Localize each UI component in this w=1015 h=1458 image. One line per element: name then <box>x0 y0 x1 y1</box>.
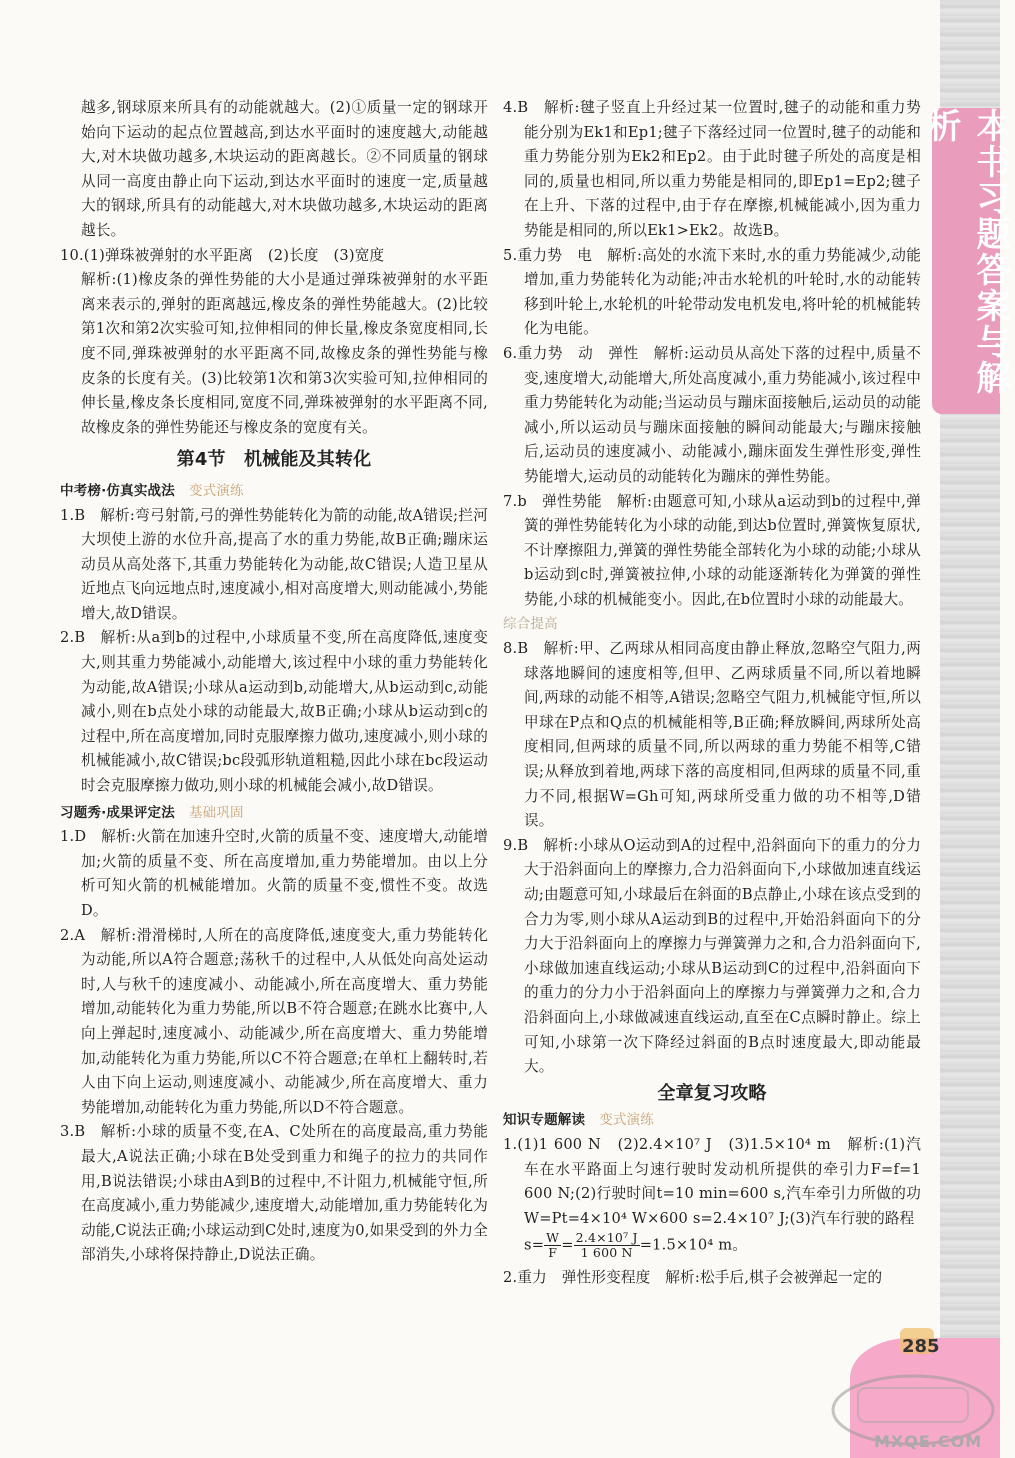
fraction-denominator: F <box>548 1245 558 1261</box>
answer-item: 7.b 弹性势能 解析:由题意可知,小球从a运动到b的过程中,弹簧的弹性势能转化为小球的动能,到达b位置时,弹簧恢复原状,不计摩擦阻力,弹簧的弹性势能全部转化为小球的动能;小球从b运动到c时,弹簧被拉伸,小球的动能逐渐转化为弹簧的弹性势能,小球的机械能变小。因此,在b位置时小球的动能最大。 <box>503 492 921 608</box>
answer-item: 1.(1)1 600 N (2)2.4×10⁷ J (3)1.5×10⁴ m 解析:(1)汽车在水平路面上匀速行驶时发动机所提供的牵引力F=f=1 600 N;(2)行驶时间t=10 min=600 s,汽车牵引力所做的功W=Pt=4×10⁴ W×600 s=2.4×10⁷ J;(3)汽车行驶的路程 <box>503 1135 921 1227</box>
subheading-label: 知识专题解读 <box>503 1112 586 1129</box>
answer-item: 4.B 解析:毽子竖直上升经过某一位置时,毽子的动能和重力势能分别为Ek1和Ep1;毽子下落经过同一位置时,毽子的动能和重力势能分别为Ek2和Ep2。由于此时毽子所处的高度是相同的,质量也相同,所以重力势能是相同的,即Ep1=Ep2;毽子在上升、下落的过程中,由于存在摩擦,机械能减小,因为重力势能是相同的,所以Ek1>Ek2。故选B。 <box>503 99 921 239</box>
subheading-xitixiu <box>60 801 488 826</box>
chapter-review-title: 全章复习攻略 <box>657 1082 767 1104</box>
formula-equals: = <box>561 1236 574 1254</box>
answer-item: 1.D 解析:火箭在加速升空时,火箭的质量不变、速度增大,动能增加;火箭的质量不变、所在高度增加,重力势能增加。由以上分析可知火箭的机械能增加。火箭的质量不变,惯性不变。故选D。 <box>60 828 488 919</box>
fraction-values <box>574 1231 640 1260</box>
subheading-tag: 基础巩固 <box>188 804 244 821</box>
subheading-tag: 变式演练 <box>599 1112 655 1129</box>
answer-item: 5.重力势 电 解析:高处的水流下来时,水的重力势能减少,动能增加,重力势能转化为动能;冲击水轮机的叶轮时,水的动能转移到叶轮上,水轮机的叶轮带动发电机发电,将叶轮的机械能转化为电能。 <box>503 246 922 338</box>
answer-item: 1.B 解析:弯弓射箭,弓的弹性势能转化为箭的动能,故A错误;拦河大坝使上游的水位升高,提高了水的重力势能,故B正确;蹦床运动员从高处落下,其重力势能转化为动能,故C错误;人造卫星从近地点飞向远地点时,速度减小,相对高度增大,则动能减小,势能增大,故D错误。 <box>60 506 488 622</box>
answer-item: 6.重力势 动 弹性 解析:运动员从高处下落的过程中,质量不变,速度增大,动能增大,所处高度减小,重力势能减小,该过程中重力势能转化为动能;当运动员与蹦床面接触后,运动员的动能减小,所以运动员与蹦床面接触的瞬间动能最大;与蹦床接触后,运动员的速度减小、动能减小,蹦床面发生弹性形变,弹性势能增大,运动员的动能转化为蹦床的弹性势能。 <box>503 344 921 485</box>
watermark-text: MXQE.COM <box>874 1432 983 1451</box>
formula-lhs: s= <box>524 1236 545 1254</box>
side-tab <box>921 108 1010 414</box>
subheading-zonghe: 综合提高 <box>503 616 558 633</box>
fraction-w-over-f <box>544 1231 561 1260</box>
section-title: 第4节 机械能及其转化 <box>176 449 372 471</box>
fraction-numerator: 2.4×10⁷ J <box>575 1230 638 1246</box>
answer-10-head: 10.(1)弹珠被弹射的水平距离 (2)长度 (3)宽度 <box>60 246 385 264</box>
distance-formula <box>503 1231 921 1260</box>
right-column <box>503 96 921 1291</box>
fraction-numerator: W <box>546 1230 560 1246</box>
answer-item: 3.B 解析:小球的质量不变,在A、C处所在的高度最高,重力势能最大,A说法正确;小球在B处受到重力和绳子的拉力的共同作用,B说法错误;小球由A到B的过程中,不计阻力,机械能守恒,所在高度减小,重力势能减少,速度增大,动能增加,重力势能转化为动能,C说法正确;小球运动到C处时,速度为0,如果受到的外力全部消失,小球将保持静止,D说法正确。 <box>60 1123 488 1264</box>
subheading-zhongkaobang <box>60 479 488 504</box>
subheading-zhishi <box>503 1108 921 1133</box>
formula-result: =1.5×10⁴ m。 <box>639 1236 748 1254</box>
answer-item: 2.A 解析:滑滑梯时,人所在的高度降低,速度变大,重力势能转化为动能,所以A符合题意;荡秋千的过程中,人从低处向高处运动时,人与秋千的速度减小、动能减小,所在高度增大、重力势能增加,动能转化为重力势能,所以B不符合题意;在跳水比赛中,人向上弹起时,速度减小、动能减少,所在高度增大、重力势能增加,动能转化为重力势能,所以C不符合题意;在单杠上翻转时,若人由下向上运动,则速度减小、动能减少,所在高度增大、重力势能增加,动能转化为重力势能,所以D不符合题意。 <box>60 926 488 1116</box>
page-number: 285 <box>902 1336 940 1357</box>
answer-item: 8.B 解析:甲、乙两球从相同高度由静止释放,忽略空气阻力,两球落地瞬间的速度相等,但甲、乙两球质量不同,所以着地瞬间,两球的动能不相等,A错误;忽略空气阻力,机械能守恒,所以甲球在P点和Q点的机械能相等,B正确;释放瞬间,两球所处高度相同,但两球的质量不同,所以两球的重力势能不相等,C错误;从释放到着地,两球下落的高度相同,但两球的质量不同,重力不同,根据W=Gh可知,两球所受重力做的功不相等,D错误。 <box>503 640 921 830</box>
answer-10-body: 解析:(1)橡皮条的弹性势能的大小是通过弹珠被弹射的水平距离来表示的,弹射的距离越远,橡皮条的弹性势能越大。(2)比较第1次和第2次实验可知,拉伸相同的伸长量,橡皮条宽度相同,长度不同,弹珠被弹射的水平距离不同,故橡皮条的弹性势能与橡皮条的长度有关。(3)比较第1次和第3次实验可知,拉伸相同的伸长量,橡皮条长度相同,宽度不同,弹珠被弹射的水平距离不同,故橡皮条的弹性势能还与橡皮条的宽度有关。 <box>81 271 488 436</box>
fraction-denominator: 1 600 N <box>580 1245 633 1261</box>
answer-item: 2.B 解析:从a到b的过程中,小球质量不变,所在高度降低,速度变大,则其重力势能减小,动能增大,该过程中小球的重力势能转化为动能,故A错误;小球从a运动到b,动能增大,从b运动到c,动能减小,则在b点处小球的动能最大,故B正确;小球从b运动到c的过程中,所在高度增加,同时克服摩擦力做功,速度减小,则小球的机械能减小,故C错误;bc段弧形轨道粗糙,因此小球在bc段运动时会克服摩擦力做功,则小球的机械能会减小,故D错误。 <box>60 629 488 795</box>
left-column <box>60 96 488 1268</box>
side-tab-text: 本书习题答案与解析 <box>921 108 1010 396</box>
subheading-label: 中考榜·仿真实战法 <box>60 482 175 499</box>
answer-item: 2.重力 弹性形变程度 解析:松手后,棋子会被弹起一定的 <box>503 1269 883 1287</box>
subheading-label: 习题秀·成果评定法 <box>60 804 175 821</box>
paragraph-continued: 越多,钢球原来所具有的动能就越大。(2)①质量一定的钢球开始向下运动的起点位置越高,到达水平面时的速度越大,动能越大,对木块做功越多,木块运动的距离越长。②不同质量的钢球从同一高度由静止向下运动,到达水平面时的速度一定,质量越大的钢球,所具有的动能越大,对木块做功越多,木块运动的距离越长。 <box>81 99 488 239</box>
answer-item: 9.B 解析:小球从O运动到A的过程中,沿斜面向下的重力的分力大于沿斜面向上的摩擦力,合力沿斜面向下,小球做加速直线运动;由题意可知,小球最后在斜面的B点静止,小球在该点受到的合力为零,则小球从A运动到B的过程中,开始沿斜面向下的分力大于沿斜面向上的摩擦力与弹簧弹力之和,合力沿斜面向下,小球做加速直线运动;小球从B运动到C的过程中,沿斜面向下的重力的分力小于沿斜面向上的摩擦力与弹簧弹力之和,合力沿斜面向上,小球做减速直线运动,直至在C点瞬时静止。综上可知,小球第一次下降经过斜面的B点时速度最大,即动能最大。 <box>503 836 921 1076</box>
subheading-tag: 变式演练 <box>188 482 244 499</box>
